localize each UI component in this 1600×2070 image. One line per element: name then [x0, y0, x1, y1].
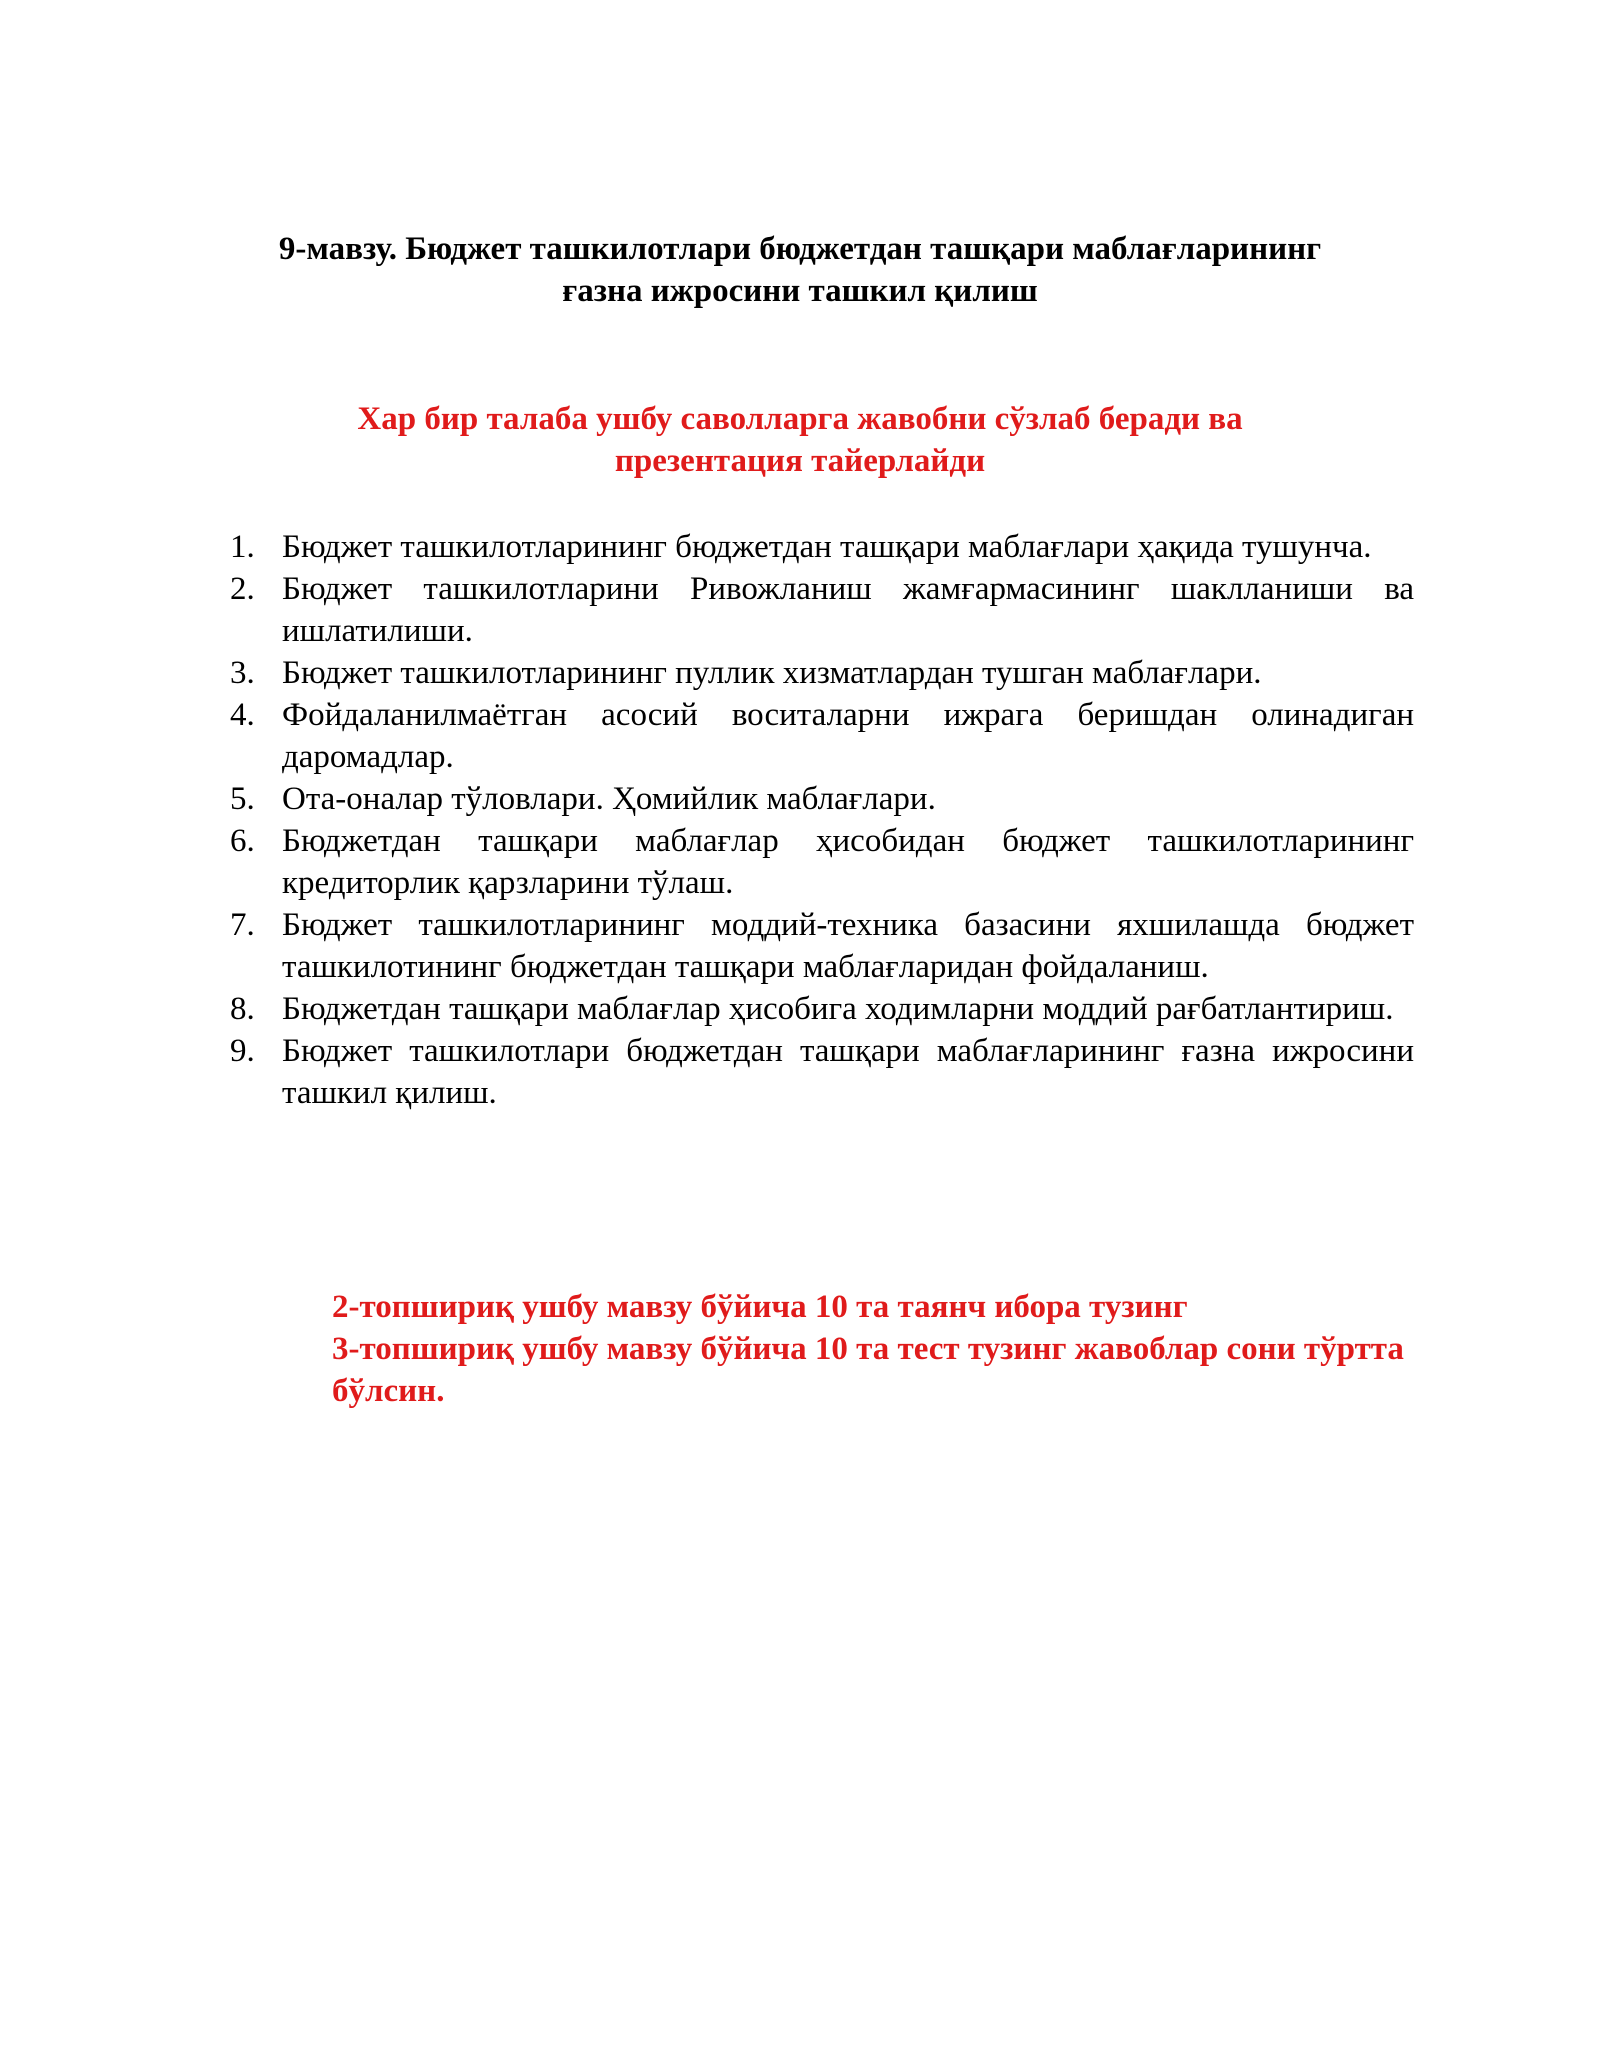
question-list	[230, 526, 1414, 1114]
list-item	[230, 904, 1414, 988]
title-line-1: 9-мавзу. Бюджет ташкилотлари бюджетдан ташқари маблағларининг	[278, 231, 1322, 267]
list-item-number: 8.	[230, 991, 255, 1027]
list-item	[230, 694, 1414, 778]
list-item-number: 6.	[230, 823, 255, 859]
list-item-text: Бюджет ташкилотларининг пуллик хизматлардан тушган маблағлари.	[282, 655, 1262, 691]
document-title	[200, 228, 1400, 312]
tasks-block	[332, 1286, 1414, 1412]
list-item-number: 4.	[230, 697, 255, 733]
list-item-text: Ота-оналар тўловлари. Ҳомийлик маблағлари.	[282, 781, 936, 817]
list-item-number: 2.	[230, 571, 255, 607]
list-item-text: Фойдаланилмаётган асосий воситаларни ижрага беришдан олинадиган даромадлар.	[282, 697, 1414, 775]
list-item	[230, 526, 1414, 568]
list-item	[230, 652, 1414, 694]
list-item	[230, 820, 1414, 904]
list-item-text: Бюджет ташкилотларини Ривожланиш жамғармасининг шаклланиши ва ишлатилиши.	[282, 571, 1414, 649]
list-item-number: 3.	[230, 655, 255, 691]
instruction-line-1: Хар бир талаба ушбу саволларга жавобни сўзлаб беради ва	[357, 401, 1243, 437]
list-item-number: 5.	[230, 781, 255, 817]
list-item	[230, 778, 1414, 820]
list-item-number: 7.	[230, 907, 255, 943]
task-3-text: 3-топшириқ ушбу мавзу бўйича 10 та тест тузинг жавоблар сони тўртта бўлсин.	[332, 1331, 1404, 1409]
list-item-text: Бюджетдан ташқари маблағлар ҳисобидан бюджет ташкилотларининг кредиторлик қарзларини тўлаш.	[282, 823, 1414, 901]
list-item-text: Бюджетдан ташқари маблағлар ҳисобига ходимларни моддий рағбатлантириш.	[282, 991, 1394, 1027]
task-2-text: 2-топшириқ ушбу мавзу бўйича 10 та таянч ибора тузинг	[332, 1289, 1188, 1325]
title-line-2: ғазна ижросини ташкил қилиш	[562, 273, 1038, 309]
list-item-number: 1.	[230, 529, 255, 565]
list-item-text: Бюджет ташкилотлари бюджетдан ташқари маблағларининг ғазна ижросини ташкил қилиш.	[282, 1033, 1414, 1111]
list-item-number: 9.	[230, 1033, 255, 1069]
list-item-text: Бюджет ташкилотларининг бюджетдан ташқари маблағлари ҳақида тушунча.	[282, 529, 1372, 565]
list-item	[230, 1030, 1414, 1114]
list-item	[230, 568, 1414, 652]
list-item	[230, 988, 1414, 1030]
assignment-instruction	[250, 398, 1350, 482]
instruction-line-2: презентация тайерлайди	[614, 443, 986, 479]
list-item-text: Бюджет ташкилотларининг моддий-техника базасини яхшилашда бюджет ташкилотининг бюджетдан ташқари маблағларидан фойдаланиш.	[282, 907, 1414, 985]
